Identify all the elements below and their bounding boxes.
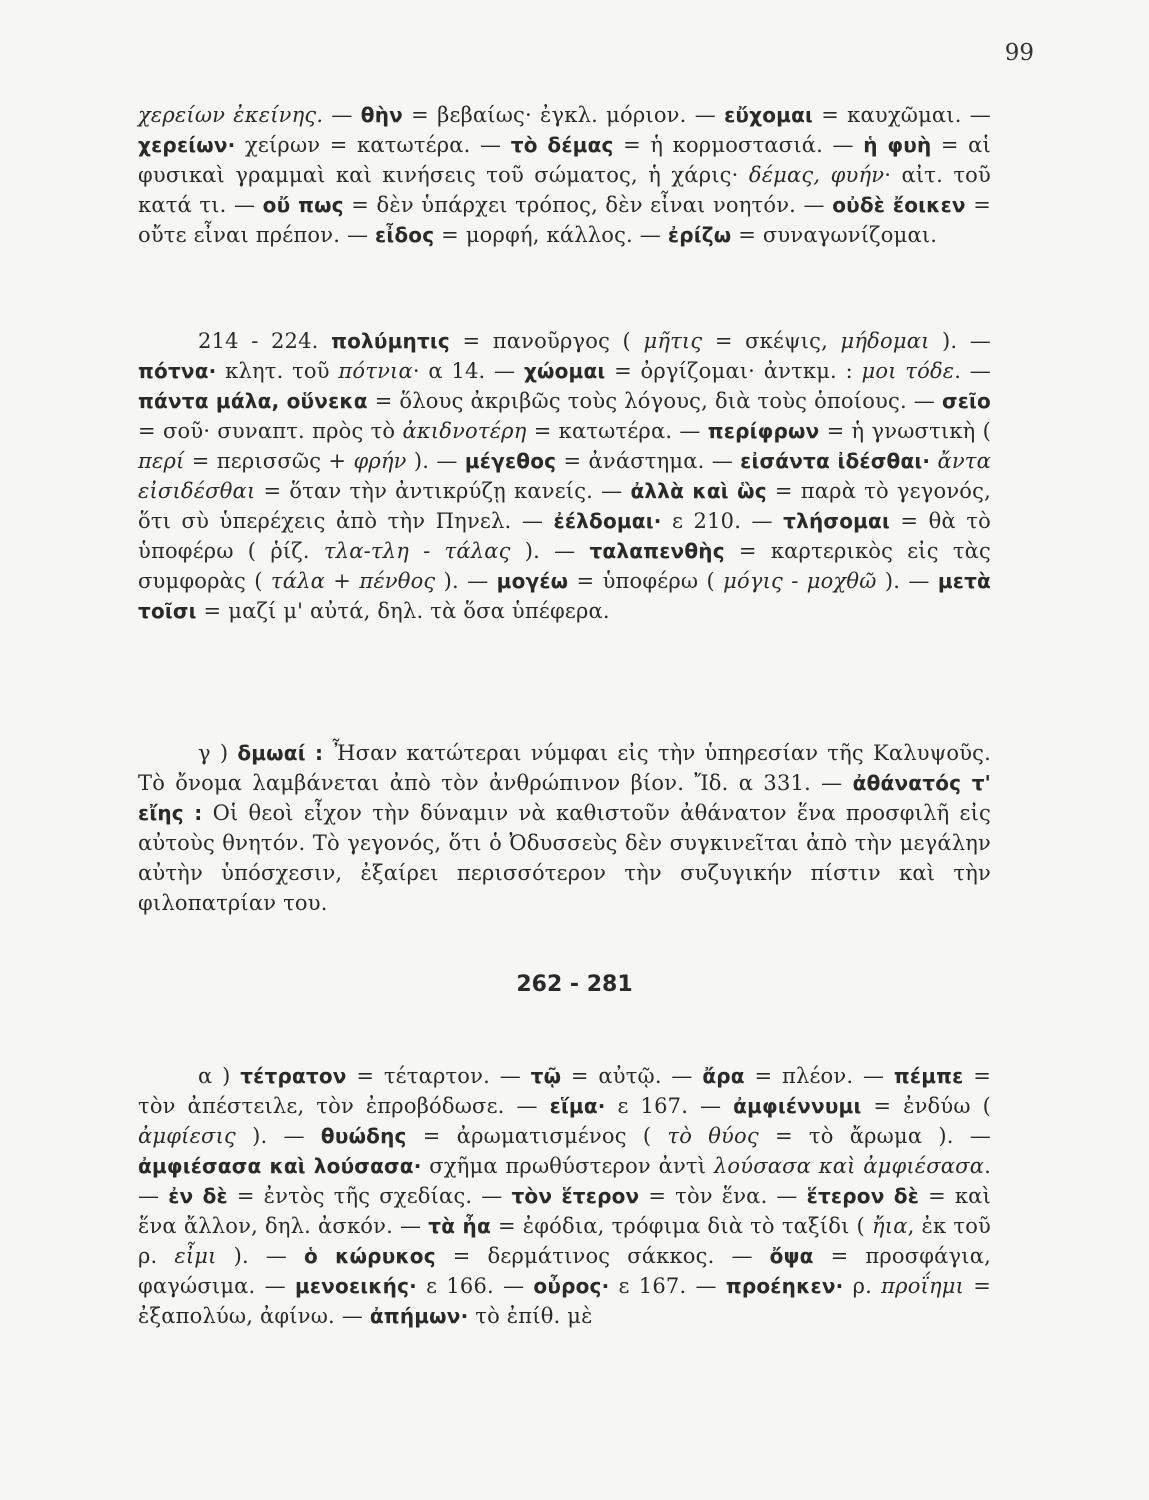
gloss-text: = καυχῶμαι. — [813, 103, 991, 127]
paragraph-text [138, 100, 991, 250]
gloss-text: τὸ ἐπίθ. μὲ [468, 1304, 593, 1328]
headword: πέμπε [893, 1064, 964, 1088]
headword: ἐρίζω [667, 223, 732, 247]
gloss-text: = ὅταν τὴν ἀντικρύζῃ κανείς. — [255, 479, 631, 503]
gloss-text: , ἐκ τοῦ ρ. [138, 1214, 991, 1268]
commentary-paragraph-3 [138, 738, 991, 918]
italic-term: τλα-τλη - τάλας [323, 539, 511, 563]
headword: τλήσομαι [783, 509, 890, 533]
gloss-text: ρ. [843, 1274, 882, 1298]
gloss-text: = βεβαίως· ἐγκλ. μόριον. — [403, 103, 725, 127]
italic-term: μοι τόδε [861, 359, 955, 383]
italic-term: εἶμι [174, 1244, 217, 1268]
italic-term: περί [138, 449, 185, 473]
headword: μέγεθος [464, 449, 557, 473]
headword: χερείων· [138, 133, 236, 157]
gloss-text: ). — [235, 1124, 321, 1148]
gloss-text: = θὰ τὸ ὑποφέρω ( ῥίζ. [138, 509, 991, 563]
gloss-text: = ἀρωματισμένος ( [406, 1124, 668, 1148]
headword: μετὰ τοῖσι [138, 569, 991, 623]
headword: ὄψα [769, 1244, 814, 1268]
commentary-paragraph-4 [138, 1061, 991, 1331]
gloss-text: · αἰτ. τοῦ κατά τι. — [138, 163, 991, 217]
gloss-text: σχῆμα πρωθύστερον ἀντὶ [421, 1154, 714, 1178]
gloss-text: ε 167. — [605, 1094, 734, 1118]
paragraph-text [138, 738, 991, 918]
italic-term: ἄντα εἰσιδέσθαι [138, 449, 991, 503]
gloss-text: = καὶ ἕνα ἄλλον, δηλ. ἀσκόν. — [138, 1184, 991, 1238]
headword: μογέω [496, 569, 569, 593]
commentary-paragraph-1 [138, 100, 991, 250]
headword: περίφρων [707, 419, 820, 443]
gloss-text: = πανοῦργος ( [449, 329, 644, 353]
headword: μενοεικής· [294, 1274, 417, 1298]
gloss-text: ). — [929, 329, 992, 353]
headword: οὔ πως [262, 193, 344, 217]
gloss-text: = ἐξαπολύω, ἀφίνω. — [138, 1274, 992, 1328]
gloss-text: Ἦσαν κατώτεραι νύμφαι εἰς τὴν ὑπηρεσίαν τῆς Καλυψοῦς. Τὸ ὄνομα λαμβάνεται ἀπὸ τὸν ἀνθρώπινον βίον. Ἴδ. α 331. — [138, 741, 992, 795]
gloss-text: = περισσῶς + [184, 449, 354, 473]
gloss-text: = παρὰ τὸ γεγονός, ὅτι σὺ ὑπερέχεις ἀπὸ τὴν Πηνελ. — [138, 479, 991, 533]
gloss-text: = ὑποφέρω ( [568, 569, 724, 593]
gloss-text: 214 - 224. [198, 329, 332, 353]
headword: ὁ κώρυκος [303, 1244, 436, 1268]
headword: τέτρατον [240, 1064, 347, 1088]
headword: ἀμφιέσασα καὶ λούσασα· [138, 1154, 422, 1178]
gloss-text: = τὸν ἕνα. — [639, 1184, 807, 1208]
headword: προέηκεν· [725, 1274, 844, 1298]
gloss-text: = ὀργίζομαι· ἀντκμ. : [605, 359, 862, 383]
italic-term: προΐημι [881, 1274, 965, 1298]
gloss-text: . — [954, 359, 992, 383]
gloss-text: γ ) [198, 741, 238, 765]
gloss-text: κλητ. τοῦ [216, 359, 339, 383]
gloss-text: = μαζί μ' αὐτά, δηλ. τὰ ὅσα ὑπέφερα. [196, 599, 610, 623]
gloss-text: ε 167. — [609, 1274, 726, 1298]
headword: πότνα· [138, 359, 217, 383]
gloss-text: = ἀνάστημα. — [556, 449, 741, 473]
gloss-text: ε 166. — [416, 1274, 534, 1298]
headword: εἵμα· [549, 1094, 606, 1118]
italic-term: πότνια [338, 359, 413, 383]
italic-term: τὸ θύος [667, 1124, 759, 1148]
headword: ἀλλὰ καὶ ὣς [630, 479, 767, 503]
gloss-text: = ὅλους ἀκριβῶς τοὺς λόγους, διὰ τοὺς ὁποίους. — [367, 389, 942, 413]
gloss-text: = ἐντὸς τῆς σχεδίας. — [227, 1184, 512, 1208]
headword: τὸν ἕτερον [511, 1184, 640, 1208]
gloss-text: + [325, 569, 360, 593]
gloss-text: ). — [216, 1244, 304, 1268]
headword: ἀμφιέννυμι [733, 1094, 862, 1118]
headword: τῷ [530, 1064, 562, 1088]
italic-term: ἀκιδνοτέρη [402, 419, 527, 443]
headword: ταλαπενθὴς [589, 539, 725, 563]
gloss-text: χείρων = κατωτέρα. — [235, 133, 511, 157]
gloss-text: = τέταρτον. — [346, 1064, 531, 1088]
headword: χώομαι [523, 359, 606, 383]
headword: οὖρος· [533, 1274, 610, 1298]
gloss-text: = τὸ ἄρωμα ). — [758, 1124, 991, 1148]
commentary-paragraph-2 [138, 326, 991, 626]
italic-term: μῆτις [643, 329, 703, 353]
headword: δμωαί : [237, 741, 324, 765]
headword: εἶδος [375, 223, 435, 247]
page-number: 99 [1004, 40, 1034, 66]
gloss-text: = πλέον. — [744, 1064, 894, 1088]
headword: εὔχομαι [724, 103, 814, 127]
gloss-text: = τὸν ἀπέστειλε, τὸν ἐπροβόδωσε. — [138, 1064, 991, 1118]
italic-term: τάλα [270, 569, 325, 593]
headword: ἀθάνατός τ' εἴης : [138, 771, 991, 825]
gloss-text: α ) [198, 1064, 241, 1088]
gloss-text: = σκέψις, [702, 329, 841, 353]
gloss-text: = δὲν ὑπάρχει τρόπος, δὲν εἶναι νοητόν. — [343, 193, 833, 217]
gloss-text: = ἐνδύω ( [861, 1094, 991, 1118]
headword: εἰσάντα ἰδέσθαι· [740, 449, 931, 473]
italic-term: λούσασα καὶ ἀμφιέσασα [713, 1154, 985, 1178]
gloss-text: ). — [876, 569, 938, 593]
gloss-text: = αὐτῷ. — [561, 1064, 703, 1088]
headword: θὴν [360, 103, 403, 127]
gloss-text: ). — [510, 539, 590, 563]
italic-term: φρήν [353, 449, 407, 473]
italic-term: ἤια [872, 1214, 908, 1238]
headword: ἕτερον δὲ [806, 1184, 920, 1208]
gloss-text: Οἱ θεοὶ εἶχον τὴν δύναμιν νὰ καθιστοῦν ἀθάνατον ἕνα προσφιλῆ εἰς αὐτοὺς θνητόν. Τὸ γεγονός, ὅτι ὁ Ὀδυσσεὺς δὲν συγκινεῖται ἀπὸ τὴν μεγάλην αὐτὴν ὑπόσχεσιν, ἐξαίρει περισσότερον τὴν συζυγικήν πίστιν καὶ τὴν φιλοπατρίαν του. [138, 801, 991, 915]
paragraph-text [138, 326, 991, 626]
headword: θυώδης [320, 1124, 407, 1148]
gloss-text: = δερμάτινος σάκκος. — [435, 1244, 770, 1268]
headword: τὸ δέμας [510, 133, 614, 157]
gloss-text: · α 14. — [412, 359, 524, 383]
headword: πάντα μάλα, οὕνεκα [138, 389, 368, 413]
gloss-text: = σοῦ· συναπτ. πρὸς τὸ [138, 419, 403, 443]
headword: οὐδὲ ἔοικεν [832, 193, 966, 217]
italic-term: δέμας, φυήν [748, 163, 885, 187]
gloss-text: = κατωτέρα. — [526, 419, 708, 443]
gloss-text: = αἱ φυσικαὶ γραμμαὶ καὶ κινήσεις τοῦ σώματος, ἡ χάρις· [138, 133, 991, 187]
gloss-text: = μορφή, κάλλος. — [434, 223, 668, 247]
gloss-text: . — [138, 1154, 991, 1208]
italic-term: πένθος [359, 569, 436, 593]
gloss-text: = ἡ κορμοστασιά. — [613, 133, 864, 157]
headword: ἡ φυὴ [863, 133, 932, 157]
italic-term: μόγις - μοχθῶ [723, 569, 877, 593]
gloss-text: = ἐφόδια, τρόφιμα διὰ τὸ ταξίδι ( [490, 1214, 872, 1238]
paragraph-text [138, 1061, 991, 1331]
gloss-text: ). — [435, 569, 497, 593]
headword: ἄρα [702, 1064, 745, 1088]
gloss-text: ). — [406, 449, 465, 473]
headword: πολύμητις [331, 329, 450, 353]
gloss-text: = οὔτε εἶναι πρέπον. — [138, 193, 992, 247]
gloss-text: = καρτερικὸς εἰς τὰς συμφορὰς ( [138, 539, 991, 593]
gloss-text: = συναγωνίζομαι. [731, 223, 938, 247]
gloss-text: = προσφάγια, φαγώσιμα. — [138, 1244, 992, 1298]
italic-term: ἀμφίεσις [138, 1124, 236, 1148]
italic-term: μήδομαι [840, 329, 930, 353]
gloss-text: ε 210. — [661, 509, 784, 533]
section-heading: 262 - 281 [516, 972, 633, 997]
headword: ἐν δὲ [168, 1184, 228, 1208]
gloss-text: = ἡ γνωστικὴ ( [819, 419, 992, 443]
headword: ἐέλδομαι· [553, 509, 662, 533]
italic-term: χερείων ἐκείνης. — [138, 103, 361, 127]
headword: σεῖο [941, 389, 991, 413]
headword: ἀπήμων· [369, 1304, 469, 1328]
headword: τὰ ἦα [428, 1214, 491, 1238]
